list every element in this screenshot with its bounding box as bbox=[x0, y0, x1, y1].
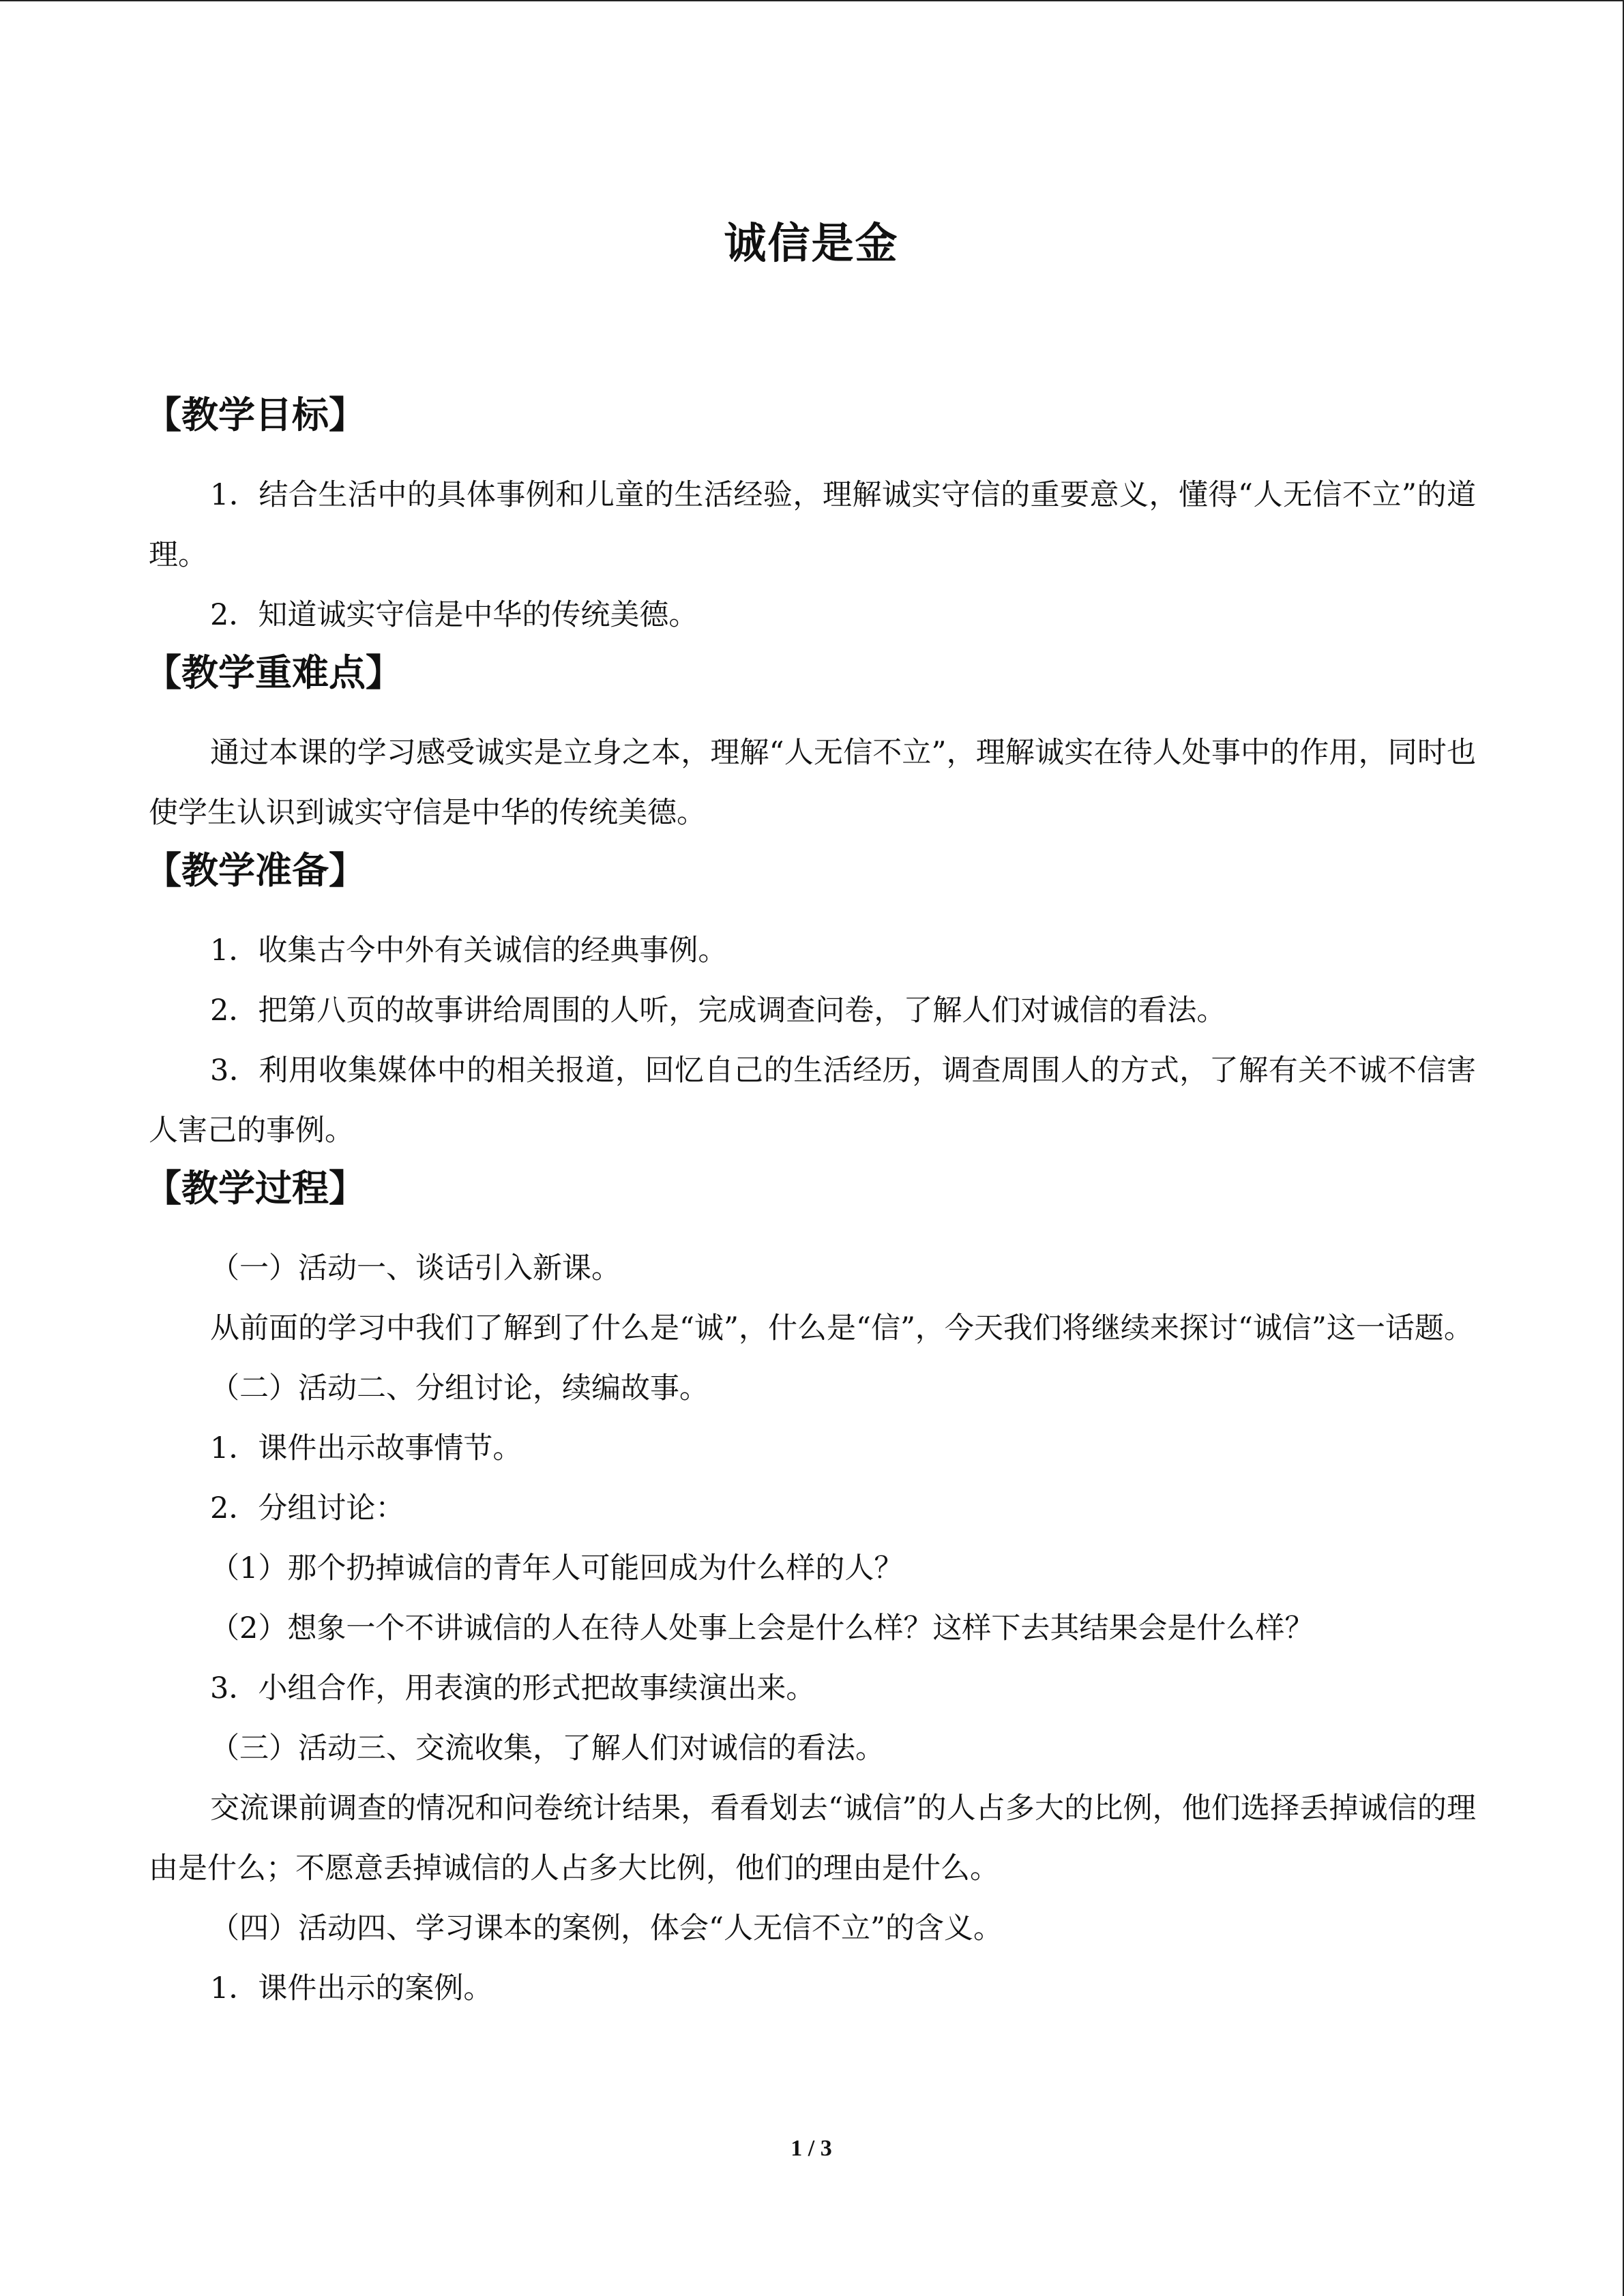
section-heading: 【教学目标】 bbox=[145, 393, 366, 436]
paragraph: 通过本课的学习感受诚实是立身之本，理解“人无信不立”，理解诚实在待人处事中的作用，同时也使学生认识到诚实守信是中华的传统美德。 bbox=[149, 736, 1476, 830]
paragraph: （1）那个扔掉诚信的青年人可能回成为什么样的人？ bbox=[210, 1551, 904, 1585]
paragraph: 交流课前调查的情况和问卷统计结果，看看划去“诚信”的人占多大的比例，他们选择丢掉诚信的理由是什么；不愿意丢掉诚信的人占多大比例，他们的理由是什么。 bbox=[149, 1791, 1476, 1885]
paragraph: 2．知道诚实守信是中华的传统美德。 bbox=[210, 598, 698, 632]
page-number: 1 / 3 bbox=[791, 2136, 832, 2161]
paragraph: （四）活动四、学习课本的案例，体会“人无信不立”的含义。 bbox=[210, 1911, 1003, 1945]
paragraph: 1．课件出示故事情节。 bbox=[210, 1431, 522, 1465]
section-heading: 【教学重难点】 bbox=[145, 651, 402, 694]
page-title: 诚信是金 bbox=[724, 218, 899, 268]
paragraph: 从前面的学习中我们了解到了什么是“诚”，什么是“信”，今天我们将继续来探讨“诚信”这一话题。 bbox=[210, 1311, 1473, 1345]
paragraph: 1．课件出示的案例。 bbox=[210, 1971, 493, 2006]
paragraph: 3．利用收集媒体中的相关报道，回忆自己的生活经历，调查周围人的方式，了解有关不诚不信害人害己的事例。 bbox=[149, 1054, 1476, 1148]
paragraph: （二）活动二、分组讨论，续编故事。 bbox=[210, 1371, 709, 1405]
paragraph: （三）活动三、交流收集，了解人们对诚信的看法。 bbox=[210, 1731, 885, 1765]
paragraph: 2．分组讨论： bbox=[210, 1491, 405, 1525]
section-teaching-goals bbox=[145, 390, 1476, 645]
paragraph: 1．结合生活中的具体事例和儿童的生活经验，理解诚实守信的重要意义，懂得“人无信不立”的道理。 bbox=[149, 478, 1476, 572]
section-heading: 【教学准备】 bbox=[145, 849, 366, 892]
section-key-difficulties bbox=[145, 648, 1476, 843]
paragraph: 1．收集古今中外有关诚信的经典事例。 bbox=[210, 934, 728, 968]
paragraph: 2．把第八页的故事讲给周围的人听，完成调查问卷，了解人们对诚信的看法。 bbox=[210, 994, 1226, 1028]
section-preparation bbox=[145, 846, 1476, 1161]
document-body bbox=[145, 390, 1476, 2018]
paragraph: 3．小组合作，用表演的形式把故事续演出来。 bbox=[210, 1671, 816, 1705]
section-teaching-process bbox=[145, 1163, 1476, 2018]
paragraph: （一）活动一、谈话引入新课。 bbox=[210, 1251, 621, 1285]
section-heading: 【教学过程】 bbox=[145, 1167, 366, 1210]
paragraph: （2）想象一个不讲诚信的人在待人处事上会是什么样？这样下去其结果会是什么样？ bbox=[210, 1611, 1314, 1645]
